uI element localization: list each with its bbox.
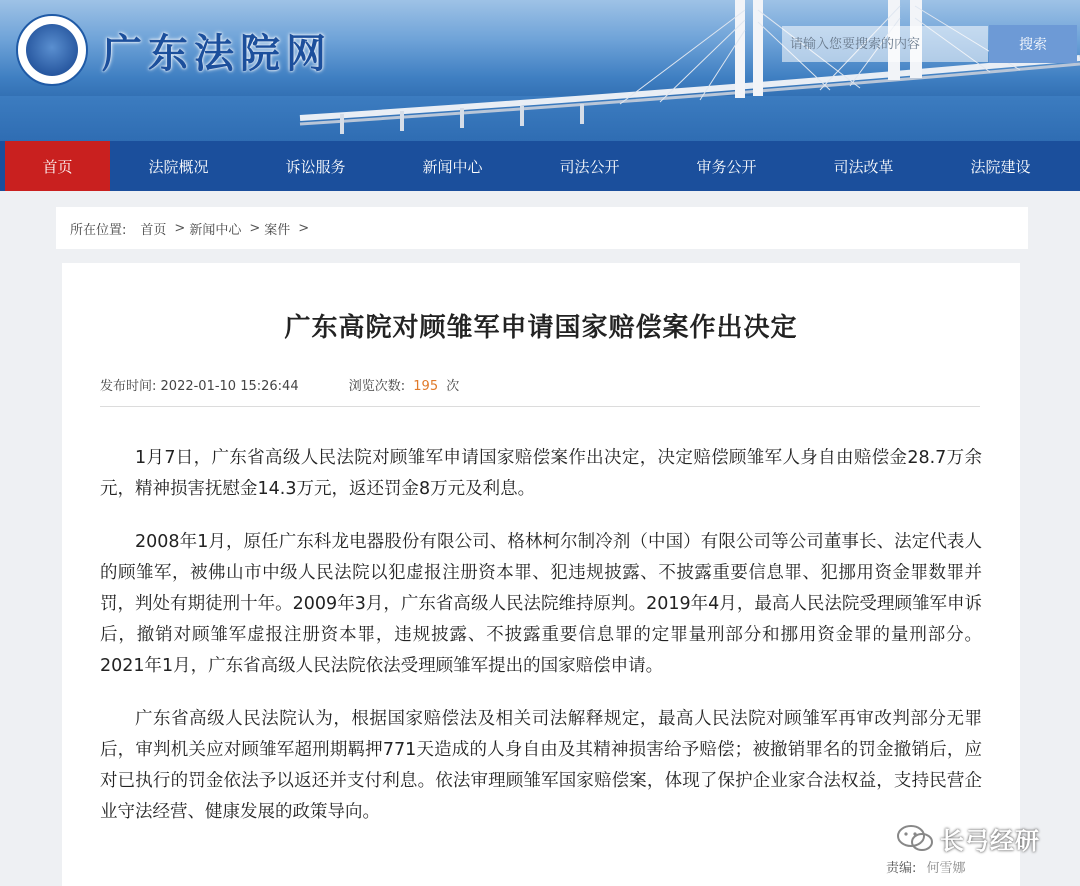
editor-label: 责编:	[886, 861, 917, 876]
breadcrumb-cases[interactable]: 案件	[264, 222, 291, 238]
article-meta	[100, 375, 459, 394]
editor-credit	[886, 857, 966, 876]
nav-item-court-overview[interactable]: 法院概况	[148, 157, 209, 176]
search-button[interactable]: 搜索	[989, 25, 1077, 63]
wechat-watermark	[896, 820, 1040, 856]
nav-item-court-affairs[interactable]: 审务公开	[696, 157, 757, 176]
views-unit: 次	[446, 379, 460, 394]
scales-icon	[26, 24, 78, 76]
article-paragraph: 1月7日，广东省高级人民法院对顾雏军申请国家赔偿案作出决定，决定赔偿顾雏军人身自由赔偿金28.7万余元，精神损害抚慰金14.3万元，返还罚金8万元及利息。	[100, 448, 982, 499]
article-paragraph: 2008年1月，原任广东科龙电器股份有限公司、格林柯尔制冷剂（中国）有限公司等公司董事长、法定代表人的顾雏军，被佛山市中级人民法院以犯虚报注册资本罪、犯违规披露、不披露重要信息罪、犯挪用资金罪数罪并罚，判处有期徒刑十年。2009年3月，广东省高级人民法院维持原判。2019年4月，最高人民法院受理顾雏军申诉后，撤销对顾雏军虚报注册资本罪，违规披露、不披露重要信息罪的定罪量刑部分和挪用资金罪的量刑部分。2021年1月，广东省高级人民法院依法受理顾雏军提出的国家赔偿申请。	[100, 532, 982, 676]
wechat-icon	[896, 823, 934, 853]
article-paragraph: 广东省高级人民法院认为，根据国家赔偿法及相关司法解释规定，最高人民法院对顾雏军再审改判部分无罪后，审判机关应对顾雏军超刑期羁押771天造成的人身自由及其精神损害给予赔偿；被撤销罪名的罚金撤销后，应对已执行的罚金依法予以返还并支付利息。依法审理顾雏军国家赔偿案，体现了保护企业家合法权益，支持民营企业守法经营、健康发展的政策导向。	[100, 709, 982, 822]
breadcrumb-prefix: 所在位置:	[70, 222, 127, 238]
search-input[interactable]	[782, 26, 988, 62]
nav-item-judicial-openness[interactable]: 司法公开	[559, 157, 620, 176]
watermark-text: 长弓经研	[940, 826, 1040, 855]
nav-item-court-building[interactable]: 法院建设	[970, 157, 1031, 176]
header-banner	[0, 0, 1080, 141]
publish-label: 发布时间:	[100, 379, 157, 394]
site-title: 广东法院网	[102, 30, 332, 77]
court-logo-emblem	[16, 14, 88, 86]
nav-item-home[interactable]: 首页	[0, 141, 110, 191]
nav-item-news-center[interactable]: 新闻中心	[422, 157, 483, 176]
breadcrumb-separator: >	[298, 220, 310, 236]
breadcrumb	[56, 207, 1028, 249]
meta-divider	[100, 406, 980, 407]
breadcrumb-separator: >	[174, 220, 186, 236]
views-count: 195	[413, 379, 439, 394]
article-body	[100, 443, 982, 850]
nav-item-litigation-service[interactable]: 诉讼服务	[285, 157, 346, 176]
article-title: 广东高院对顾雏军申请国家赔偿案作出决定	[284, 313, 798, 343]
breadcrumb-news-center[interactable]: 新闻中心	[189, 222, 242, 238]
nav-item-judicial-reform[interactable]: 司法改革	[833, 157, 894, 176]
views-label: 浏览次数:	[348, 379, 406, 394]
publish-time: 2022-01-10 15:26:44	[160, 379, 299, 394]
breadcrumb-home[interactable]: 首页	[140, 222, 167, 238]
article-panel	[62, 263, 1020, 886]
main-nav	[0, 141, 1080, 191]
breadcrumb-separator: >	[249, 220, 261, 236]
editor-name: 何雪娜	[926, 861, 966, 876]
